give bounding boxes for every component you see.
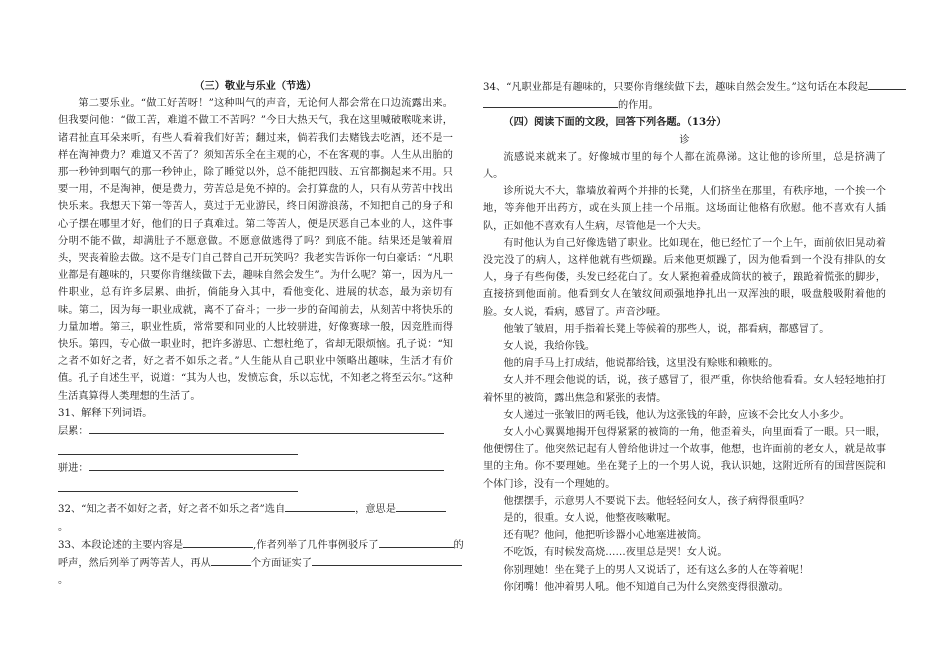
q31-answer-b	[58, 459, 453, 477]
story-paragraph: 流感说来就来了。好像城市里的每个人都在流鼻涕。这让他的诊所里，总是挤满了人。	[483, 151, 886, 181]
q31-b-blank-line2[interactable]	[58, 479, 298, 492]
story-body	[483, 149, 886, 596]
q33-text-5: 个方面证实了	[250, 558, 312, 570]
q33-text-3: 的	[453, 539, 464, 551]
q33-text-2: ,作者列举了几件事例驳斥了	[253, 539, 379, 551]
q34-text-1: 34、“凡职业都是有趣味的，只要你肯继续做下去，趣味自然会发生。”这句话在本段起	[483, 82, 869, 93]
story-paragraph: 诊所说大不大，靠墙放着两个并排的长凳，人们挤坐在那里，有秩序地，一个挨一个地，等奔他开出药方，或在头顶上挂一个吊瓶。这场面让他格有欣慰。他不喜欢有人插队，正如他不喜欢有人生病，尽管他是一个大夫。	[483, 186, 886, 232]
story-paragraph: 他皱了皱眉，用手指着长凳上等候着的那些人，说，都看病，都感冒了。	[503, 323, 830, 335]
q32-end: 。	[58, 521, 69, 533]
question-34	[483, 78, 886, 96]
story-paragraph: 你别理她！坐在凳子上的男人又说话了，还有这么多的人在等着呢！	[503, 564, 810, 576]
question-32	[58, 500, 453, 518]
q34-blank-a[interactable]	[868, 78, 906, 90]
question-33-line2	[58, 554, 453, 572]
q31-answer-a	[58, 422, 453, 440]
story-paragraph: 是的，很重。女人说，他整夜咳嗽呢。	[503, 513, 677, 525]
q32-text-1: 32、“知之者不如好之者，好之者不如乐之者”选自	[58, 504, 286, 516]
q31-b-blank[interactable]	[89, 459, 444, 471]
q31-a-blank[interactable]	[89, 422, 444, 434]
q33-end: 。	[58, 575, 69, 587]
q31-a-blank-line2[interactable]	[58, 442, 298, 455]
story-paragraph: 有时他认为自己好像选错了职业。比如现在，他已经忙了一个上午，面前依旧晃动着没完没了的病人，这样他就有些烦躁。后来他更烦躁了，因为他看到一个没有排队的女人，身子有些佝偻，头发已经花白了。女人紧抱着叠成筒状的被子，踉跄着慌张的脚步，直接挤到他面前。他看到女人在皱纹间顽强地挣扎出一双浑浊的眼，吸盘般吸附着他的脸。女人说，看病，感冒了。声音沙哑。	[483, 237, 886, 318]
q33-blank-aspects[interactable]	[211, 554, 251, 566]
q32-blank-source[interactable]	[285, 500, 355, 512]
q34-blank-b[interactable]	[483, 96, 618, 108]
story-paragraph: 女人并不理会他说的话，说，孩子感冒了，很严重，你快给他看看。女人轻轻地拍打着怀里的被筒，露出焦急和紧张的表情。	[483, 375, 886, 404]
story-paragraph: 不吃饭，有时候发高烧……夜里总是哭！女人说。	[503, 547, 728, 559]
story-title: 诊	[679, 134, 690, 146]
section4-title: （四）阅读下面的文段，回答下列各题。（13分）	[503, 116, 727, 129]
q32-text-2: ，意思是	[355, 504, 396, 516]
story-paragraph: 女人说，我给你钱。	[503, 341, 596, 353]
q32-blank-meaning[interactable]	[396, 500, 446, 512]
story-paragraph: 他摆摆手，示意男人不要说下去。他轻轻问女人，孩子病得很重吗？	[503, 495, 810, 507]
left-column	[58, 78, 464, 589]
q34-text-2: 的作用。	[618, 100, 659, 112]
q31-b-label: 骈进：	[58, 463, 89, 475]
section-title: （三）敬业与乐业（节选）	[194, 80, 317, 92]
question-31: 31、解释下列词语。	[58, 407, 153, 419]
q33-text-1: 33、本段论述的主要内容是	[58, 539, 184, 551]
story-paragraph: 女人小心翼翼地揭开包得紧紧的被筒的一角，他歪着头，向里面看了一眼。只一眼，他便愣住了。他突然记起有人曾给他讲过一个故事，他想，也许面前的老女人，就是故事里的主角。你不要理她。坐在凳子上的一个男人说，我认识她，这附近所有的国营医院和个体门诊，没有一个理她的。	[483, 427, 886, 490]
q33-blank-content[interactable]	[183, 536, 253, 548]
q31-a-label: 层累：	[58, 426, 89, 438]
story-paragraph: 他的肩手马上打成结，他说都给钱，这里没有赊账和赖账的。	[503, 358, 779, 370]
story-paragraph: 女人递过一张皱旧的两毛钱，他认为这张钱的年龄，应该不会比女人小多少。	[503, 409, 850, 421]
question-34-line2	[483, 96, 886, 114]
essay-passage: 第二要乐业。“做工好苦呀！”这种叫气的声音，无论何人都会常在口边流露出来。但我要问他：“做工苦，难道不做工不苦吗？”今日大热天气，我在这里喊破喉咙来讲，诸君扯直耳朵来听，有些人看着我们好苦；翻过来，倘若我们去赌钱去吃酒，还不是一样在淘神费力？难道又不苦了？须知苦乐全在主观的心，不在客观的事。人生从出胎的那一秒钟到咽气的那一秒钟止，除了睡觉以外，总不能把四肢、五官都搁起来不用。只要一用，不是淘神，便是费力，劳苦总是免不掉的。会打算盘的人，只有从劳苦中找出快乐来。我想天下第一等苦人，莫过于无业游民，终日闲游浪荡，不知把自己的身子和心子摆在哪里才好，他们的日子真难过。第二等苦人，便是厌恶自己本业的人，这件事分明不能不做，却满肚子不愿意做。不愿意做逃得了吗？到底不能。结果还是皱着眉头，哭丧着脸去做。这不是专门自己替自己开玩笑吗？我老实告诉你一句白豪话：“凡职业都是有趣味的，只要你肯继续做下去，趣味自然会发生”。为什么呢？第一，因为凡一件职业，总有许多层累、曲折，倘能身入其中，看他变化、进展的状态，最为亲切有味。第二，因为每一职业成就，离不了奋斗；一步一步的奋闻前去，从刻苦中将快乐的力量加增。第三，职业性质，常常要和同业的人比较骈进，好像赛球一般，因竞胜而得快乐。第四，专心做一职业时，把许多游思、亡想杜绝了，省却无限烦恼。孔子说：“知之者不如好之者，好之者不如乐之者。”人生能从自己职业中领略出趣味，生活才有价值。孔子自述生平，说道：“其为人也，发愤忘食，乐以忘忧，不知老之将至云尔。”这种生活真算得人类理想的生活了。	[58, 98, 453, 402]
q33-blank-proved[interactable]	[312, 554, 462, 566]
right-column	[483, 78, 886, 596]
q33-blank-refuted[interactable]	[379, 536, 454, 548]
question-33	[58, 536, 464, 554]
q33-text-4: 呼声，然后列举了两等苦人，再从	[58, 558, 211, 570]
story-paragraph: 还有呢？他问，他把听诊器小心地塞进被筒。	[503, 530, 708, 542]
story-paragraph: 你闭嘴！他冲着男人吼。他不知道自己为什么突然变得很激动。	[503, 581, 789, 593]
